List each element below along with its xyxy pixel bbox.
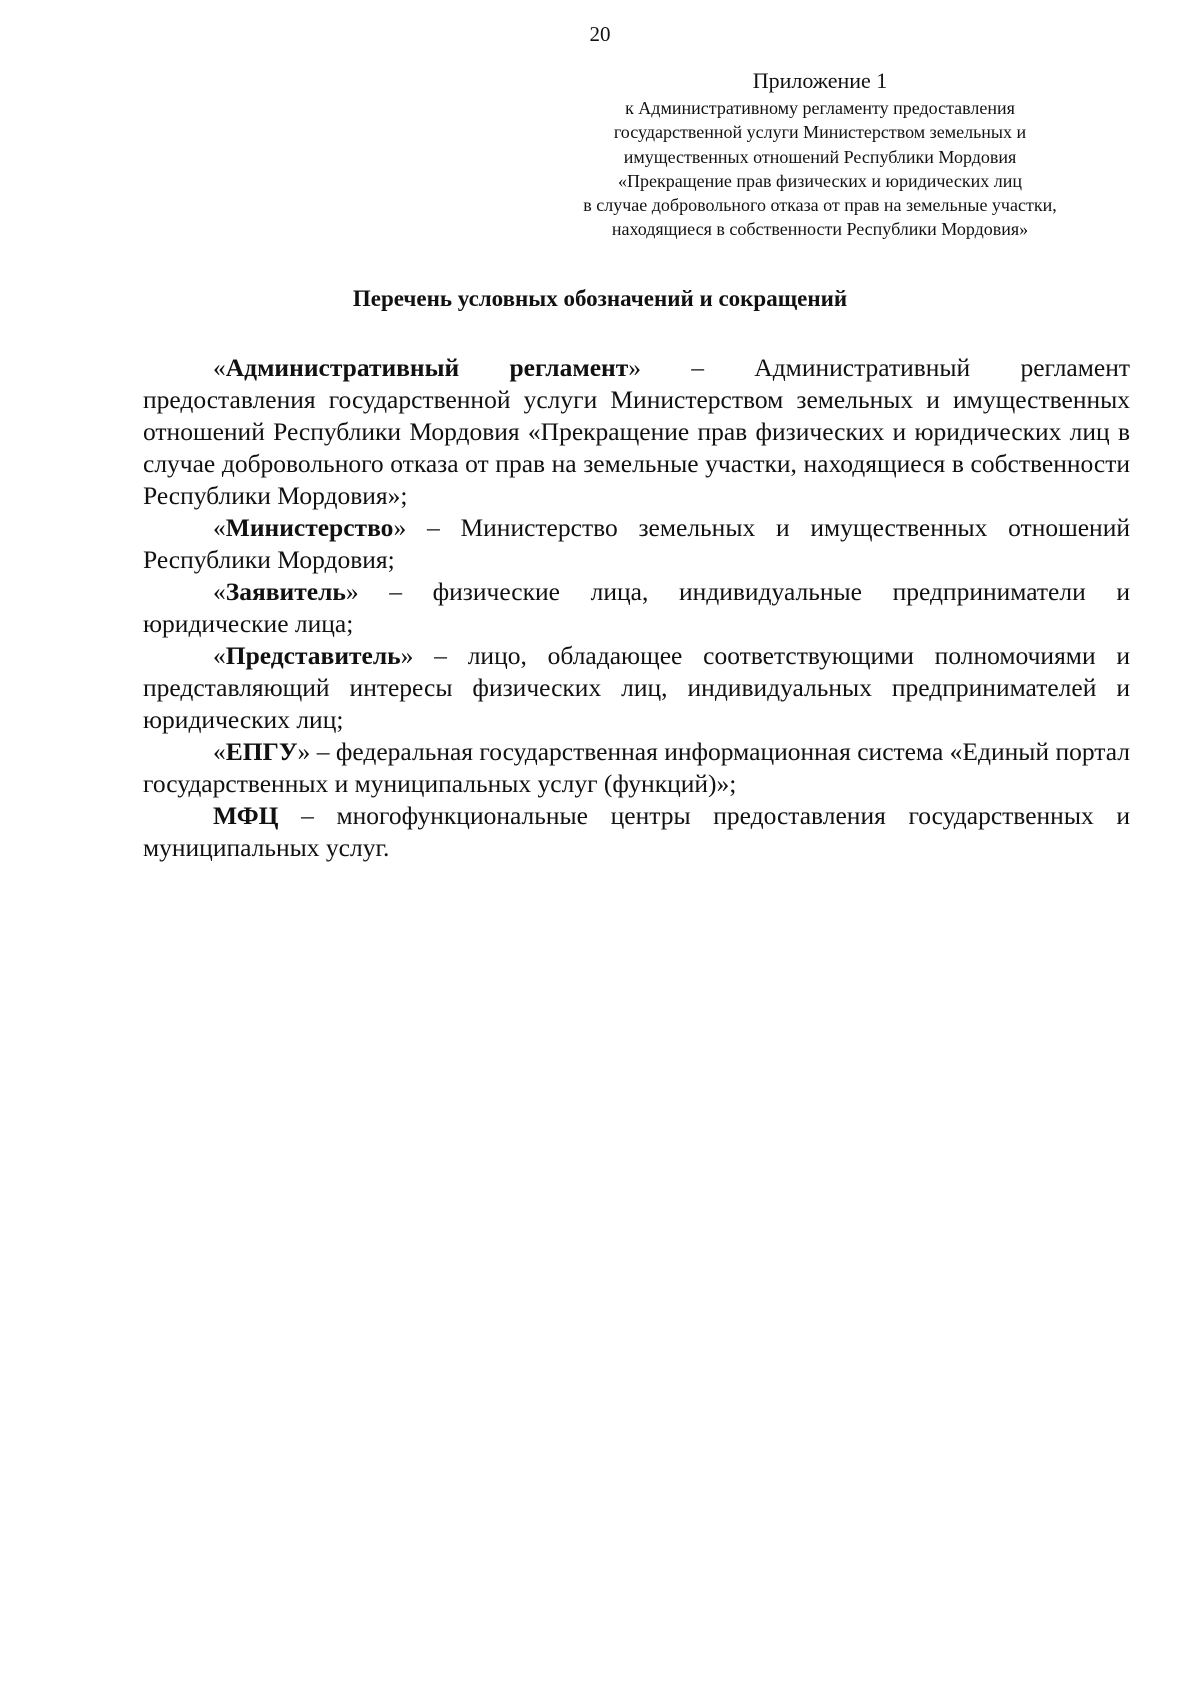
- definition-term: ЕПГУ: [225, 737, 298, 766]
- annex-header: [520, 68, 1120, 242]
- definition-representative: [143, 640, 1130, 736]
- annex-line: государственной услуги Министерством земельных и: [613, 122, 1027, 143]
- definition-epgu: [143, 736, 1130, 800]
- annex-line: имущественных отношений Республики Мордовия: [623, 146, 1017, 167]
- definition-mfc: [143, 800, 1130, 864]
- definition-applicant: [143, 576, 1130, 640]
- open-quote: «: [213, 353, 226, 382]
- definition-text: физические лица, индивидуальные предприниматели и юридические лица;: [143, 577, 1131, 638]
- term-separator: –: [278, 801, 337, 830]
- definition-ministry: [143, 512, 1130, 576]
- annex-title: Приложение 1: [752, 68, 888, 93]
- definition-term: Представитель: [225, 641, 401, 670]
- annex-line: к Административному регламенту предоставления: [625, 98, 1015, 118]
- open-quote: «: [213, 513, 226, 542]
- annex-line: находящиеся в собственности Республики Мордовия»: [611, 219, 1029, 240]
- term-separator: » –: [400, 641, 468, 670]
- term-separator: » –: [393, 513, 461, 542]
- page-number: 20: [589, 22, 611, 46]
- definition-term: Заявитель: [225, 577, 346, 606]
- annex-line: в случае добровольного отказа от прав на земельные участки,: [583, 195, 1057, 216]
- annex-line: «Прекращение прав физических и юридических лиц: [618, 170, 1022, 191]
- definition-text: лицо, обладающее соответствующими полномочиями и представляющий интересы физических лиц, индивидуальных предпринимателей и юридических лиц;: [143, 641, 1131, 734]
- definition-text: федеральная государственная информационная система «Единый портал государственных и муниципальных услуг (функций)»;: [143, 737, 1130, 798]
- term-separator: » –: [297, 737, 336, 766]
- open-quote: «: [213, 577, 226, 606]
- definition-term: МФЦ: [213, 801, 279, 830]
- definition-administrative-regulation: [143, 352, 1130, 512]
- definition-term: Министерство: [225, 513, 394, 542]
- open-quote: «: [213, 641, 226, 670]
- term-separator: » –: [345, 577, 433, 606]
- document-heading: Перечень условных обозначений и сокращений: [352, 286, 848, 311]
- definition-text: многофункциональные центры предоставления государственных и муниципальных услуг.: [143, 801, 1130, 862]
- open-quote: «: [213, 737, 226, 766]
- definition-text: Министерство земельных и имущественных отношений Республики Мордовия;: [143, 513, 1130, 574]
- definitions-list: [143, 352, 1130, 864]
- term-separator: » –: [628, 353, 755, 382]
- definition-term: Административный регламент: [225, 353, 629, 382]
- definition-text: Административный регламент предоставления государственной услуги Министерством земельных и имущественных отношений Республики Мордовия «Прекращение прав физических и юридических лиц в случае добровольного отказа от прав на земельные участки, находящиеся в собственности Республики Мордовия»;: [143, 353, 1130, 510]
